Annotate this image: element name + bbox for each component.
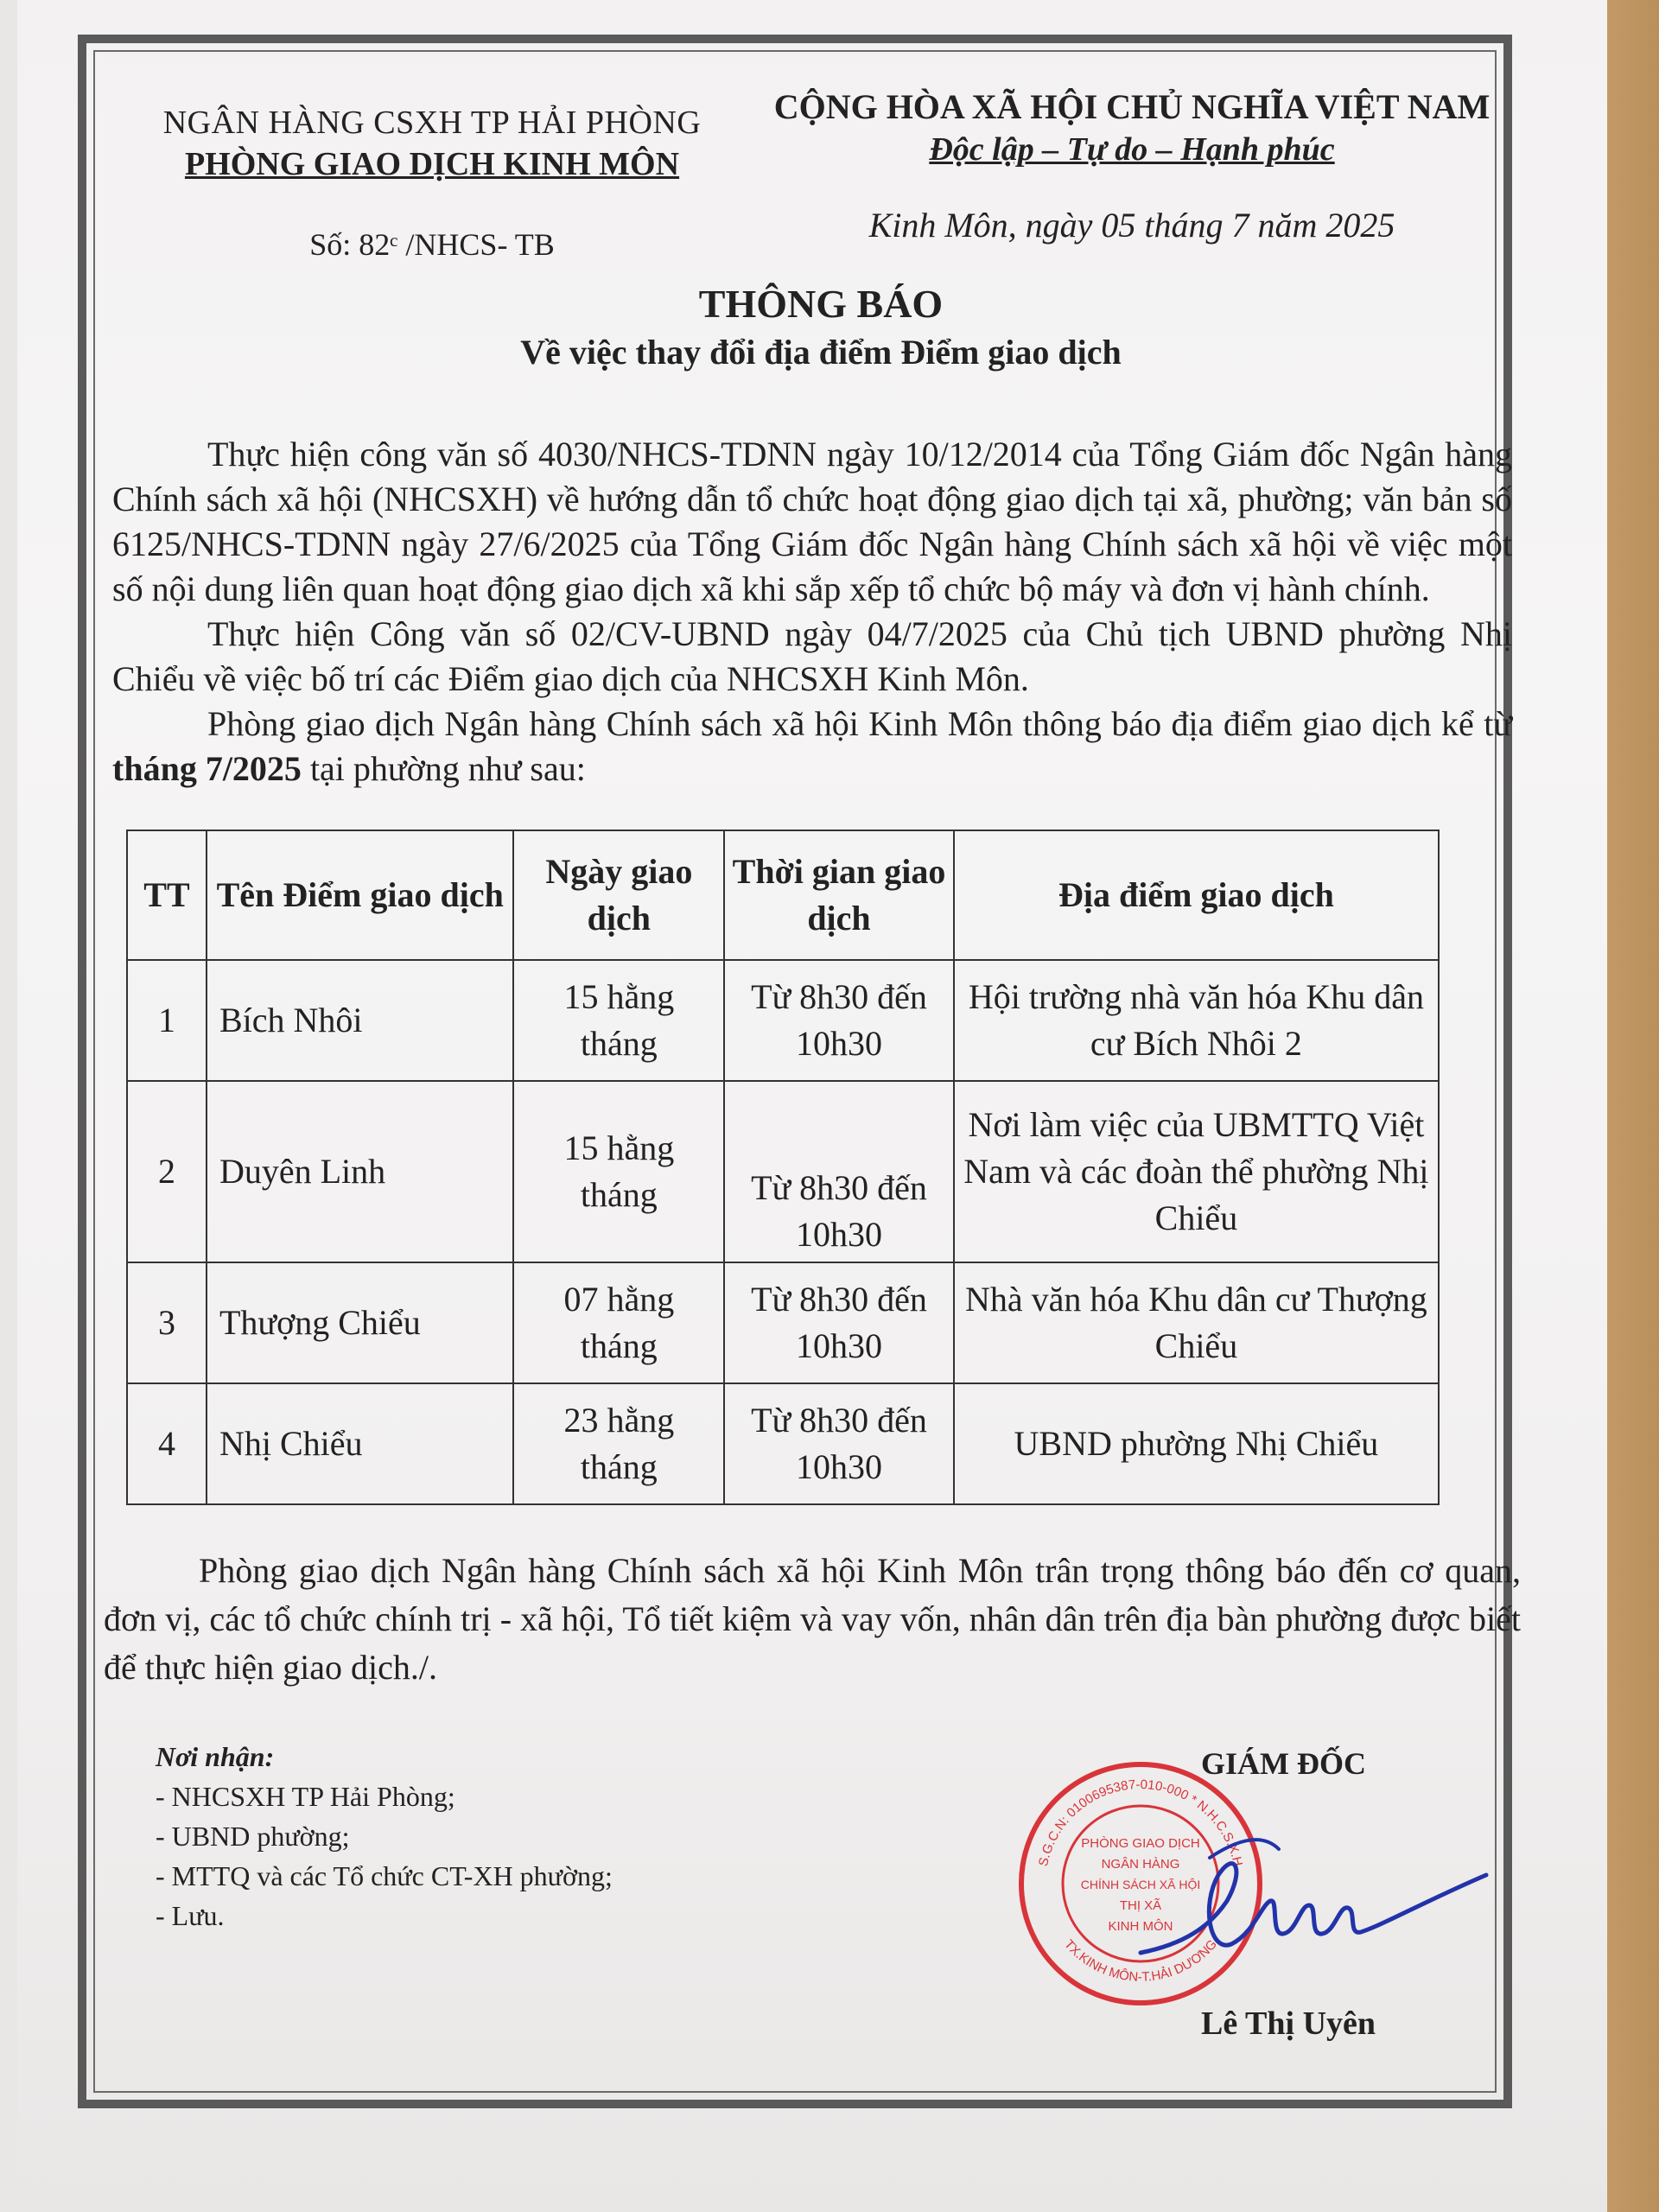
- cell-name: Nhị Chiểu: [207, 1383, 514, 1504]
- header-place: Địa điểm giao dịch: [954, 830, 1439, 960]
- document-body: [112, 432, 1512, 791]
- signature-block: [925, 1728, 1443, 2091]
- paragraph-1: Thực hiện công văn số 4030/NHCS-TDNN ngày 10/12/2014 của Tổng Giám đốc Ngân hàng Chính sách xã hội (NHCSXH) về hướng dẫn tổ chức hoạt động giao dịch tại xã, phường; văn bản số 6125/NHCS-TDNN ngày 27/6/2025 của Tổng Giám đốc Ngân hàng Chính sách xã hội về việc một số nội dung liên quan hoạt động giao dịch xã khi sắp xếp tổ chức bộ máy và đơn vị hành chính.: [112, 435, 1512, 608]
- table-row: [127, 1262, 1439, 1383]
- issuer-branch: PHÒNG GIAO DỊCH KINH MÔN: [184, 146, 680, 182]
- cell-time: Từ 8h30 đến 10h30: [724, 1081, 954, 1262]
- recipient-item: - Lưu.: [156, 1900, 225, 1931]
- stamp-center-line: KINH MÔN: [1108, 1919, 1173, 1934]
- recipient-item: - UBND phường;: [156, 1821, 350, 1852]
- cell-tt: 1: [127, 960, 207, 1081]
- signer-title: GIÁM ĐỐC: [1201, 1746, 1366, 1781]
- cell-tt: 4: [127, 1383, 207, 1504]
- paragraph-3-end: tại phường như sau:: [301, 749, 586, 788]
- table-row: [127, 960, 1439, 1081]
- document-number: Số: 82ᶜ /NHCS- TB: [309, 227, 555, 262]
- recipients-label: Nơi nhận:: [156, 1741, 275, 1772]
- paragraph-2: Thực hiện Công văn số 02/CV-UBND ngày 04/7/2025 của Chủ tịch UBND phường Nhị Chiểu về việc bố trí các Điểm giao dịch của NHCSXH Kinh Môn.: [112, 614, 1512, 698]
- stamp-center-line: PHÒNG GIAO DỊCH: [1081, 1836, 1200, 1851]
- document-subtitle: Về việc thay đổi địa điểm Điểm giao dịch: [520, 333, 1122, 372]
- recipient-item: - NHCSXH TP Hải Phòng;: [156, 1781, 455, 1812]
- country-name: CỘNG HÒA XÃ HỘI CHỦ NGHĨA VIỆT NAM: [773, 87, 1491, 126]
- paragraph-3-bold: tháng 7/2025: [112, 749, 302, 788]
- cell-day: 07 hằng tháng: [513, 1262, 724, 1383]
- stamp-bottom-text: TX.KINH MÔN-T.HẢI DƯƠNG: [1061, 1936, 1220, 1985]
- cell-name: Duyên Linh: [207, 1081, 514, 1262]
- cell-name: Bích Nhôi: [207, 960, 514, 1081]
- recipients-block: [156, 1737, 847, 1936]
- signer-name: Lê Thị Uyên: [1201, 2005, 1376, 2042]
- national-heading: [717, 86, 1547, 245]
- issuer-block: [130, 104, 734, 263]
- handwritten-signature: [1132, 1823, 1495, 1996]
- paragraph-3: [112, 702, 1512, 791]
- cell-name: Thượng Chiểu: [207, 1262, 514, 1383]
- cell-place: Nơi làm việc của UBMTTQ Việt Nam và các đoàn thể phường Nhị Chiểu: [954, 1081, 1439, 1262]
- cell-time: Từ 8h30 đến 10h30: [724, 1383, 954, 1504]
- cell-day: 15 hằng tháng: [513, 960, 724, 1081]
- place-date: Kinh Môn, ngày 05 tháng 7 năm 2025: [868, 206, 1395, 245]
- table-header-row: [127, 830, 1439, 960]
- stamp-center-line: CHÍNH SÁCH XÃ HỘI: [1080, 1878, 1201, 1891]
- header-time: Thời gian giao dịch: [724, 830, 954, 960]
- cell-place: Hội trường nhà văn hóa Khu dân cư Bích Nhôi 2: [954, 960, 1439, 1081]
- cell-place: Nhà văn hóa Khu dân cư Thượng Chiểu: [954, 1262, 1439, 1383]
- cell-day: 15 hằng tháng: [513, 1081, 724, 1262]
- cell-tt: 2: [127, 1081, 207, 1262]
- header-day: Ngày giao dịch: [513, 830, 724, 960]
- header-name: Tên Điểm giao dịch: [207, 830, 514, 960]
- cell-tt: 3: [127, 1262, 207, 1383]
- paragraph-3-start: Phòng giao dịch Ngân hàng Chính sách xã hội Kinh Môn thông báo địa điểm giao dịch kể từ: [207, 704, 1512, 743]
- cell-day: 23 hằng tháng: [513, 1383, 724, 1504]
- cell-time: Từ 8h30 đến 10h30: [724, 1262, 954, 1383]
- stamp-center-line: NGÂN HÀNG: [1101, 1857, 1180, 1872]
- table-row: [127, 1081, 1439, 1262]
- title-block: [112, 281, 1529, 372]
- closing-paragraph: [104, 1547, 1521, 1692]
- national-motto: Độc lập – Tự do – Hạnh phúc: [929, 131, 1335, 168]
- recipient-item: - MTTQ và các Tổ chức CT-XH phường;: [156, 1860, 613, 1891]
- schedule-table: [126, 830, 1440, 1505]
- table-row: [127, 1383, 1439, 1504]
- closing-text: Phòng giao dịch Ngân hàng Chính sách xã hội Kinh Môn trân trọng thông báo đến cơ quan, đơn vị, các tổ chức chính trị - xã hội, Tổ tiết kiệm và vay vốn, nhân dân trên địa bàn phường được biết để thực hiện giao dịch./.: [104, 1551, 1521, 1687]
- header-tt: TT: [127, 830, 207, 960]
- document-title: THÔNG BÁO: [698, 282, 944, 326]
- stamp-center-line: THỊ XÃ: [1119, 1898, 1162, 1913]
- issuer-parent-org: NGÂN HÀNG CSXH TP HẢI PHÒNG: [162, 105, 702, 141]
- cell-place: UBND phường Nhị Chiểu: [954, 1383, 1439, 1504]
- cell-time: Từ 8h30 đến 10h30: [724, 960, 954, 1081]
- stamp-outer-text: S.G.C.N: 0100695387-010-000 * N.H.C.S.X.H: [1035, 1777, 1246, 1868]
